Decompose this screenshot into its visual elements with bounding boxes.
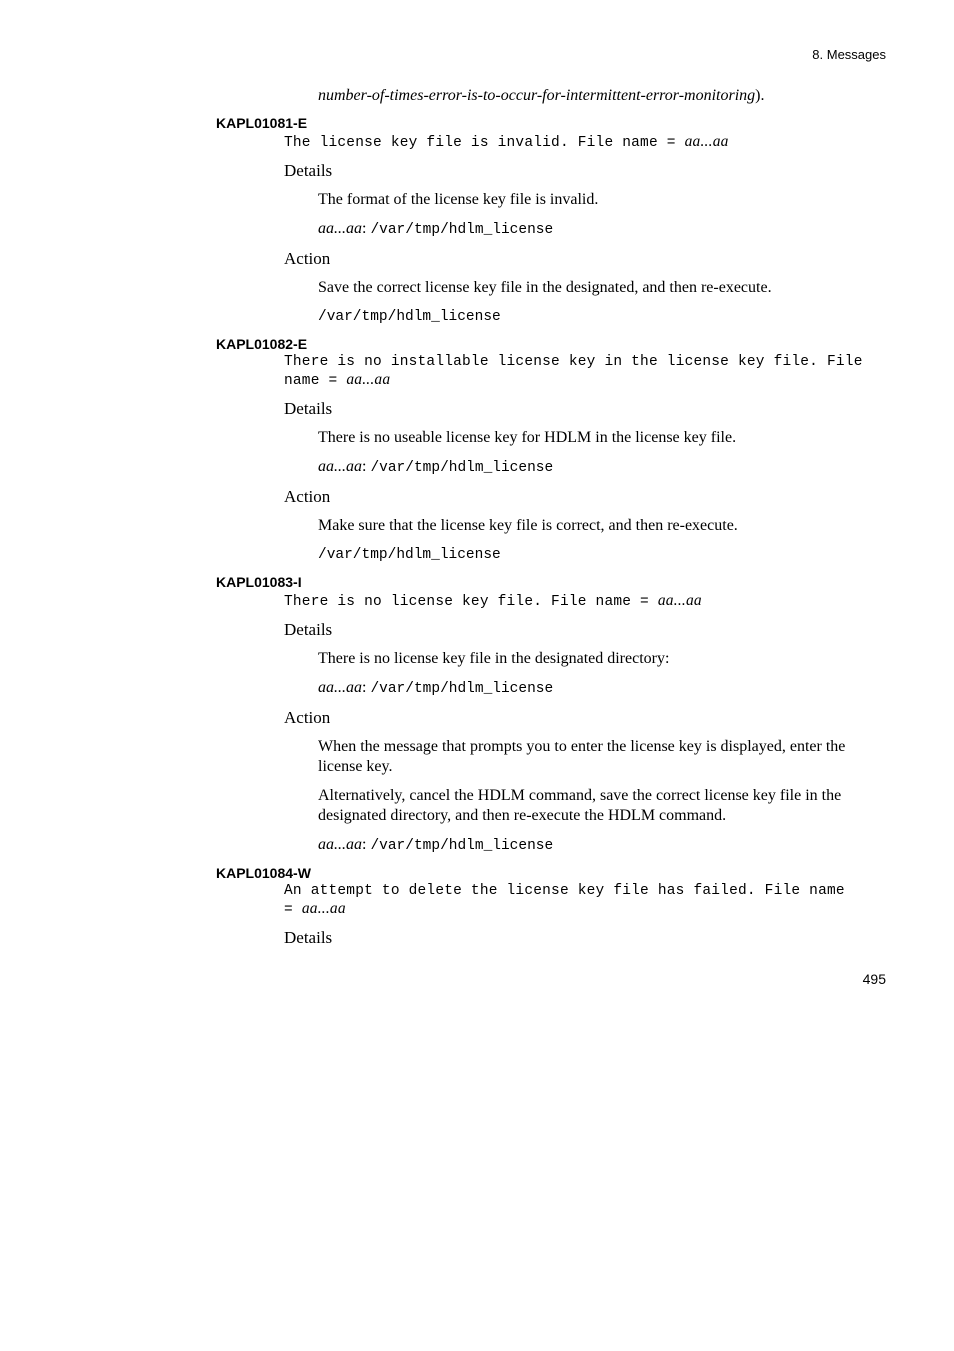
running-header: 8. Messages — [812, 47, 886, 62]
colon: : — [362, 458, 371, 475]
action-path: /var/tmp/hdlm_license — [318, 309, 501, 325]
variable-placeholder: aa...aa — [684, 133, 729, 150]
message-kapl01082-e — [216, 336, 888, 565]
message-text-body: There is no license key file. File name = — [284, 594, 658, 610]
colon: : — [362, 220, 371, 237]
message-text-line2: name = — [284, 373, 347, 389]
action-variable-line — [318, 835, 888, 856]
message-text-line1: There is no installable license key in the license key file. File — [284, 354, 863, 370]
page-content — [216, 86, 888, 948]
message-text-line1: An attempt to delete the license key file has failed. File name — [284, 883, 845, 899]
details-variable-line — [318, 457, 888, 478]
details-paragraph: The format of the license key file is invalid. — [318, 191, 599, 208]
action-path: /var/tmp/hdlm_license — [318, 547, 501, 563]
details-variable-line — [318, 678, 888, 699]
action-heading: Action — [284, 487, 331, 506]
details-paragraph: There is no license key file in the designated directory: — [318, 650, 670, 667]
variable-name: aa...aa — [318, 458, 362, 475]
action-paragraph: Save the correct license key file in the designated, and then re-execute. — [318, 279, 772, 296]
variable-placeholder: aa...aa — [657, 592, 702, 609]
variable-name: aa...aa — [318, 679, 362, 696]
message-text-body: The license key file is invalid. File name = — [284, 135, 685, 151]
variable-placeholder: aa...aa — [346, 371, 391, 388]
page-number: 495 — [862, 971, 886, 987]
file-path: /var/tmp/hdlm_license — [370, 838, 554, 854]
message-text — [284, 133, 888, 152]
action-paragraph: When the message that prompts you to enter the license key is displayed, enter the license key. — [318, 738, 846, 775]
details-heading: Details — [284, 161, 333, 180]
action-heading: Action — [284, 708, 331, 727]
details-heading: Details — [284, 399, 333, 418]
variable-name: aa...aa — [318, 836, 362, 853]
action-paragraph: Alternatively, cancel the HDLM command, save the correct license key file in the designated directory, and then re-execute the HDLM command. — [318, 787, 842, 824]
colon: : — [362, 679, 371, 696]
message-text — [284, 883, 888, 919]
message-id: KAPL01082-E — [216, 336, 308, 352]
details-paragraph: There is no useable license key for HDLM in the license key file. — [318, 429, 737, 446]
message-id: KAPL01081-E — [216, 115, 308, 131]
continuation-text: number-of-times-error-is-to-occur-for-intermittent-error-monitoring — [318, 87, 756, 104]
action-paragraph: Make sure that the license key file is correct, and then re-execute. — [318, 517, 738, 534]
message-kapl01081-e — [216, 115, 888, 327]
message-text — [284, 354, 888, 390]
message-kapl01084-w — [216, 865, 888, 948]
variable-name: aa...aa — [318, 220, 362, 237]
details-heading: Details — [284, 928, 333, 947]
colon: : — [362, 836, 371, 853]
message-id: KAPL01084-W — [216, 865, 311, 881]
message-kapl01083-i — [216, 574, 888, 856]
file-path: /var/tmp/hdlm_license — [370, 460, 554, 476]
file-path: /var/tmp/hdlm_license — [370, 681, 554, 697]
message-id: KAPL01083-I — [216, 574, 302, 590]
details-heading: Details — [284, 620, 333, 639]
details-variable-line — [318, 219, 888, 240]
file-path: /var/tmp/hdlm_license — [370, 222, 554, 238]
variable-placeholder: aa...aa — [301, 900, 346, 917]
message-text — [284, 592, 888, 611]
continuation-suffix: ). — [755, 87, 765, 104]
continuation-line — [318, 86, 888, 106]
message-text-line2: = — [284, 902, 302, 918]
action-heading: Action — [284, 249, 331, 268]
